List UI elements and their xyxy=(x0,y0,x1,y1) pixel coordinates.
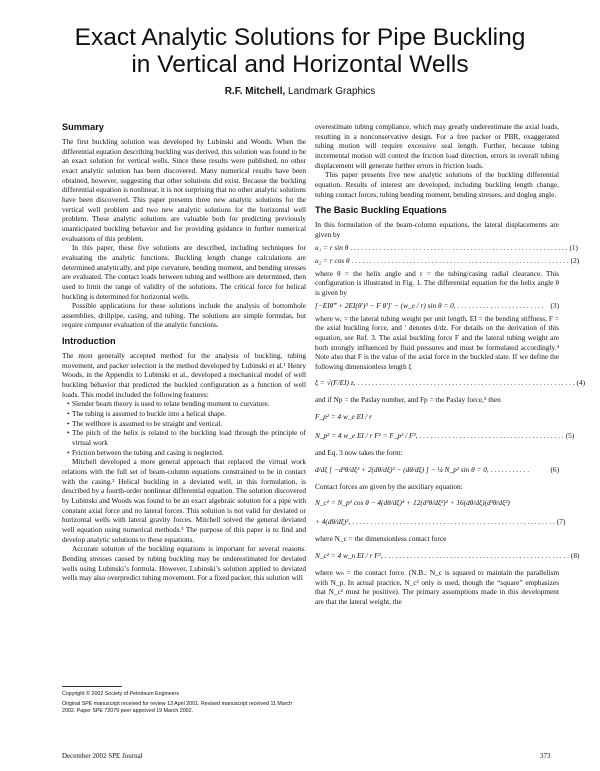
title-line-1: Exact Analytic Solutions for Pipe Buckling xyxy=(74,24,526,51)
summary-paragraph-1: The first buckling solution was developed by Lubinski and Woods. When the differential equation describing buckling was derived, this solution was found to be an exact solution for vertical wells. Since these results were published, no other exact analytic solution has been discovered. Many numerical results have been obtained, however, suggesting that other solutions did exist. Because the buckling differential equation is nonlinear, it is not surprising that no other analytic solutions have been discovered. This paper presents three new analytic solutions for the vertical well problem and two new analytic solutions for the horizontal well problem. These analytic solutions are valuable both for predicting previously unanticipated buckling behavior and for providing guidance in further numerical evaluations of this problem. xyxy=(62,137,306,243)
equation-4-number: (4) xyxy=(576,378,586,388)
right-paragraph-1: overestimate tubing compliance, which may greatly underestimate the axial loads, resulting in a nonconservative design. For a free packer or PBR, exaggerated tubing motion will require excessive seal length. Further, because tubing incremental motion will control the friction load direction, errors in overall tubing displacement will generate further errors in friction loads. xyxy=(315,122,559,170)
equation-8-body: N_c² = 4 w_n EI / r F², xyxy=(315,551,383,561)
right-paragraph-3: In this formulation of the beam-column equations, the lateral displacements are given by xyxy=(315,220,559,239)
equation-5a xyxy=(315,410,559,424)
title-line-2: in Vertical and Horizontal Wells xyxy=(131,51,469,78)
equation-5-number: (5) xyxy=(565,431,575,441)
intro-paragraph-1: The most generally accepted method for the analysis of buckling, tubing movement, and packer selection is the method developed by Lubinski et al.¹ Henry Woods, in the Appendix to Lubinski et al., developed a mechanical model of well buckling behavior that predicted the buckled configuration as a function of well loads. This model included the following features: xyxy=(62,351,306,399)
equation-2-body: u₂ = r cos θ xyxy=(315,255,350,265)
footnote-rule xyxy=(62,686,122,687)
intro-bullet: • The pitch of the helix is related to the buckling load through the principle of virtual work xyxy=(62,428,306,447)
right-paragraph-10: where wₙ = the contact force. (N.B.: N_c is squared to maintain the parallelism with N_p. In actual practice, N_c² only is used, though the “square” emphasizes that N_c² must be positive). The primary assumptions made in this development are that the lateral weight, the xyxy=(315,568,559,607)
equation-5b: N_p² = 4 w_e EI / r F² = F_p² / F², . . . . . . . . . . . . . . . . . . . . . . . . . . . . . . . . . . . . . . . . (5) xyxy=(315,429,559,443)
equation-4: ξ = √(F/EI) z, . . . . . . . . . . . . . . . . . . . . . . . . . . . . . . . . . . . . . . . . . . . . . . . . . . . . . . . . . . . . (4) xyxy=(315,376,559,390)
equation-1-body: u₁ = r sin θ xyxy=(315,242,349,252)
author-name: R.F. Mitchell, xyxy=(224,86,286,97)
equation-6: d/dξ [ −d³θ/dξ³ + 2(dθ/dξ)³ − (dθ/dξ) ] − ¼ N_p² sin θ = 0, . . . . . . . . . . . (6) xyxy=(315,463,559,477)
equation-3-body: [−EIθ‴ + 2EI(θ′)³ − F θ′]′ − (w_e / r) sin θ = 0, xyxy=(315,300,456,310)
journal-footer: December 2002 SPE Journal xyxy=(62,752,143,760)
intro-bullet: • Friction between the tubing and casing is neglected. xyxy=(62,448,306,458)
right-paragraph-4: where θ = the helix angle and r = the tubing/casing radial clearance. This configuration is illustrated in Fig. 1. The differential equation for the helix angle θ is given by xyxy=(315,268,559,297)
summary-paragraph-2: In this paper, these five solutions are described, including techniques for evaluating the analytic functions. Buckling length change calculations are determined analytically, and pipe curvature, bending moment, and bending stresses are evaluated. The contact loads between tubing and wellbore are determined, then used to limit the range of validity of the solutions. The critical force for helical buckling is determined for horizontal wells. xyxy=(62,243,306,301)
basic-equations-heading: The Basic Buckling Equations xyxy=(315,205,447,216)
author-line xyxy=(0,86,600,97)
copyright-note: Copyright © 2002 Society of Petroleum Engineers xyxy=(62,691,179,697)
left-column xyxy=(62,122,306,583)
right-paragraph-2: This paper presents five new analytic solutions of the buckling differential equation. Results of interest are developed, including buckling length change, tubing contact forces, tubing bending moment, bending stresses, and dogleg angle. xyxy=(315,170,559,199)
equation-8: N_c² = 4 w_n EI / r F², . . . . . . . . . . . . . . . . . . . . . . . . . . . . . . . . . . . . . . . . . . . . . . . . . . . (8) xyxy=(315,549,559,563)
right-paragraph-7: and Eq. 3 now takes the form: xyxy=(315,448,403,458)
equation-6-number: (6) xyxy=(550,464,559,474)
equation-6-body: d/dξ [ −d³θ/dξ³ + 2(dθ/dξ)³ − (dθ/dξ) ] − ¼ N_p² sin θ = 0, xyxy=(315,464,489,474)
right-paragraph-8: Contact forces are given by the auxiliary equation: xyxy=(315,481,463,491)
right-paragraph-5: where wₑ = the lateral tubing weight per unit length, EI = the bending stiffness, F = the axial buckling force, and ′ denotes d/dz. For details on the derivation of this equation, see Ref. 3. The axial buckling force F and the lateral tubing weight are both strongly influenced by fluid pressures and must be formulated accordingly.⁴ Note also that F is the value of the axial force in the buckled state. If we define the following dimensionless length ξ xyxy=(315,313,559,371)
equation-4-body: ξ = √(F/EI) z, xyxy=(315,378,356,388)
equation-5a-body: F_p² = 4 w_e EI / r xyxy=(315,412,372,422)
equation-1: u₁ = r sin θ . . . . . . . . . . . . . . . . . . . . . . . . . . . . . . . . . . . . . . . . . . . . . . . . . . . . . . . . . . . . (1) xyxy=(315,242,578,252)
equation-2-number: (2) xyxy=(570,255,580,265)
equation-7a-body: N_c² = N_p² cos θ − 4(dθ/dξ)⁴ + 12(d²θ/dξ²)² + 16(dθ/dξ)(d³θ/dξ³) xyxy=(315,498,510,508)
intro-bullet: • Slender beam theory is used to relate bending moment to curvature. xyxy=(62,399,306,409)
equation-7a xyxy=(315,496,559,510)
page-number: 373 xyxy=(540,752,551,760)
equation-1-number: (1) xyxy=(569,242,578,252)
intro-paragraph-3: Accurate solution of the buckling equations is important for several reasons. Bending stresses caused by tubing buckling may be underestimated for deviated wells using Lubinski’s formula. However, Lubinski’s solution applied to deviated wells may also overpredict tubing movement. For a fixed packer, this solution will xyxy=(62,544,306,583)
intro-bullet: • The wellbore is assumed to be straight and vertical. xyxy=(62,419,306,429)
equation-2: u₂ = r cos θ . . . . . . . . . . . . . . . . . . . . . . . . . . . . . . . . . . . . . . . . . . . . . . . . . . . . . . . . . . . . (2) xyxy=(315,255,580,265)
intro-bullet: • The tubing is assumed to buckle into a helical shape. xyxy=(62,409,306,419)
summary-paragraph-3: Possible applications for these solutions include the analysis of bottomhole assemblies, drillpipe, casing, and tubing. The solutions are simple formulas, but require computer evaluation of the analytic functions. xyxy=(62,301,306,330)
summary-heading: Summary xyxy=(62,122,104,132)
equation-8-number: (8) xyxy=(570,551,580,561)
equation-5b-body: N_p² = 4 w_e EI / r F² = F_p² / F², xyxy=(315,431,418,441)
equation-3: [−EIθ‴ + 2EI(θ′)³ − F θ′]′ − (w_e / r) sin θ = 0, . . . . . . . . . . . . . . . . . . . . . . . . (3) xyxy=(315,300,559,310)
footnotes xyxy=(62,686,306,715)
equation-7b: + 4(dθ/dξ)², . . . . . . . . . . . . . . . . . . . . . . . . . . . . . . . . . . . . . . . . . . . . . . . . . . . . . . . . (7) xyxy=(315,515,559,529)
manuscript-history: Original SPE manuscript received for review 13 April 2001. Revised manuscript received 11 March 2002. Paper SPE 72079 peer approved 19 March 2002. xyxy=(62,701,293,714)
equation-3-number: (3) xyxy=(550,300,559,310)
author-affiliation: Landmark Graphics xyxy=(288,86,376,97)
equation-7-number: (7) xyxy=(556,517,566,527)
right-paragraph-6: and if Np = the Paslay number, and Fp = the Paslay force,⁵ then xyxy=(315,395,501,405)
intro-paragraph-2: Mitchell developed a more general approach that replaced the virtual work relations with the full set of beam-column equations constrained to be in contact with the casing.² Helical buckling in a deviated well, in this formulation, is described by a fourth-order nonlinear differential equation. The solution discovered by Lubinski and Woods was found to be an exact algebraic solution for a pipe with constant axial force and no lateral forces. This solution is not valid for deviated or horizontal wells with lateral gravity forces. Mitchell solved the general deviated well equation using numerical methods.³ The purpose of this paper is to find and develop analytic solutions to these equations. xyxy=(62,457,306,544)
right-paragraph-9: where N_c = the dimensionless contact force xyxy=(315,534,447,544)
introduction-heading: Introduction xyxy=(62,336,116,347)
paper-title xyxy=(0,24,600,78)
right-column xyxy=(315,122,586,607)
equation-7b-body: + 4(dθ/dξ)², xyxy=(315,517,351,527)
